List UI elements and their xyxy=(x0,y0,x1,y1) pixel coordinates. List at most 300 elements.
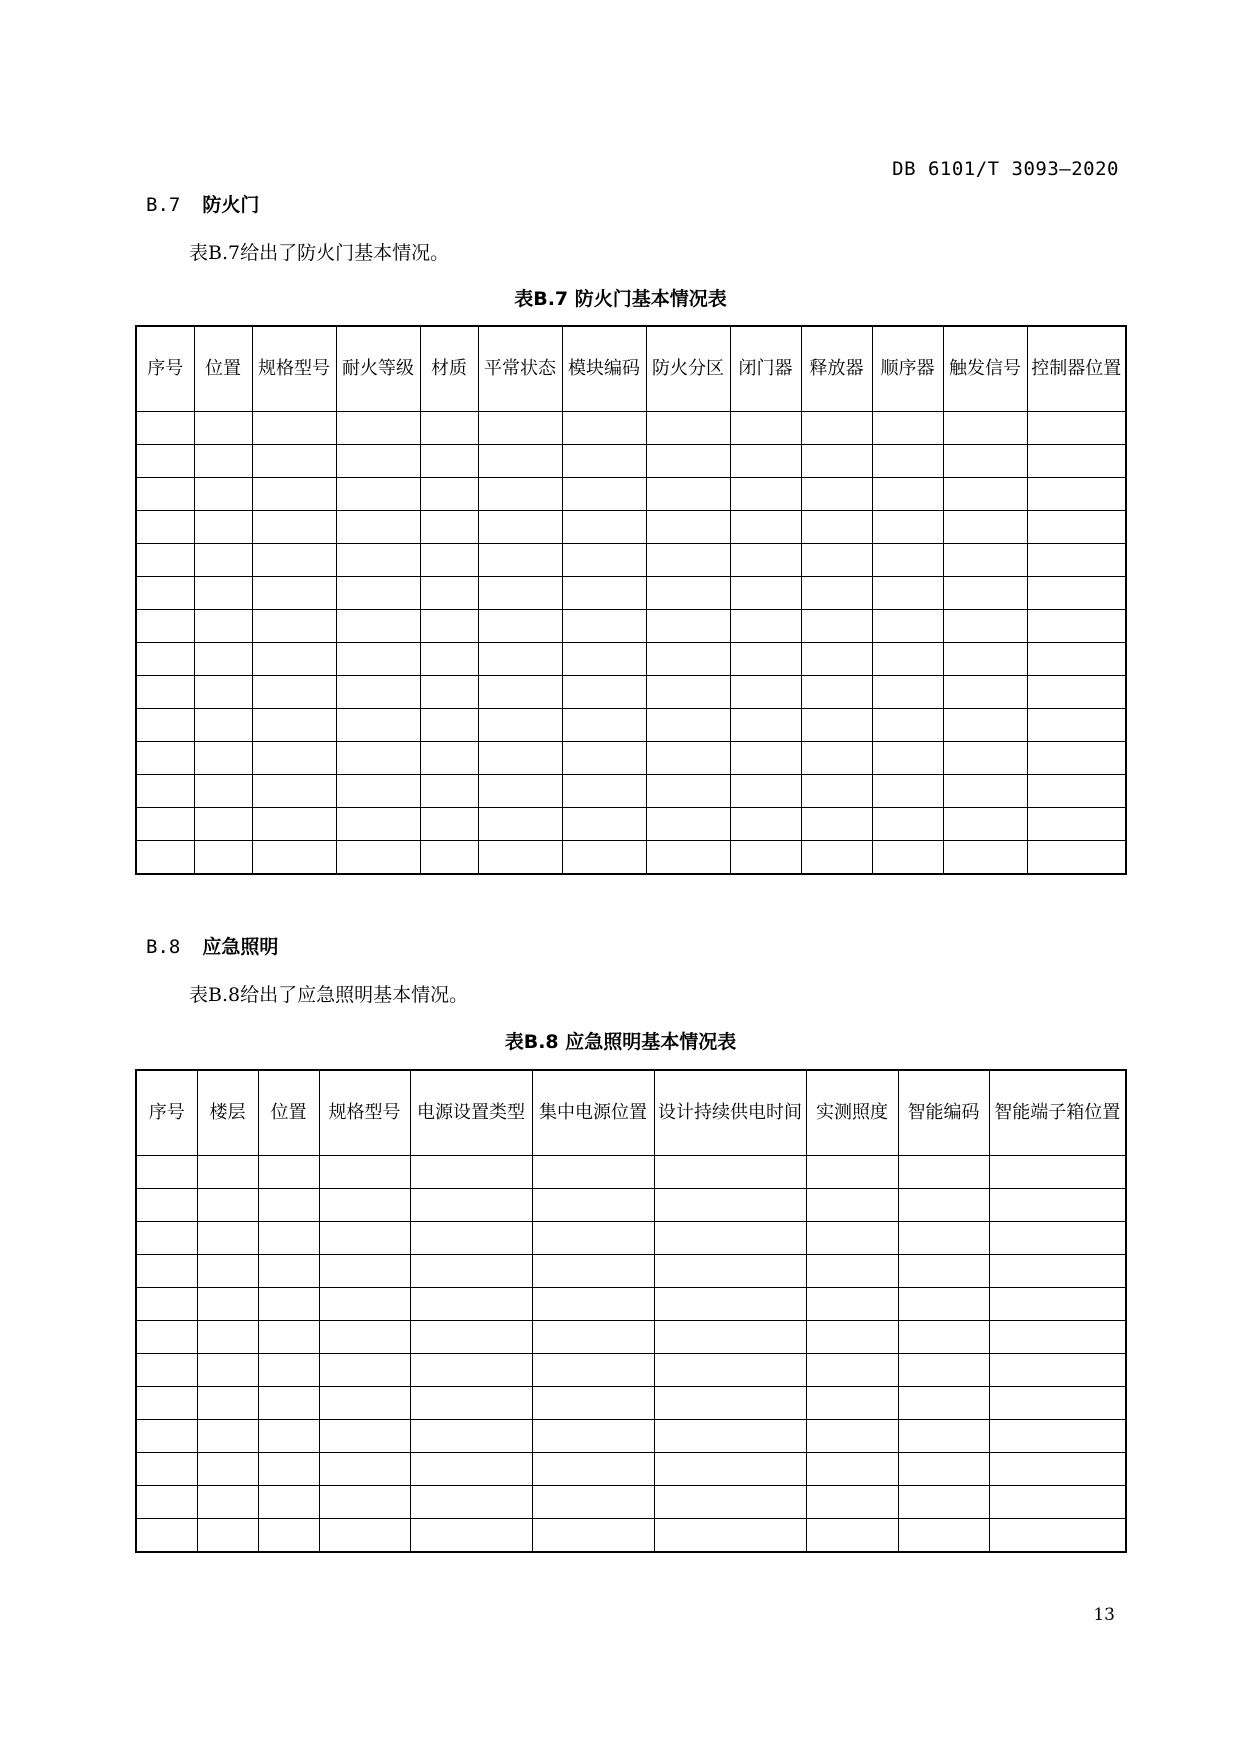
table-cell xyxy=(989,1486,1126,1519)
table-cell xyxy=(336,511,420,544)
table-cell xyxy=(336,742,420,775)
table-cell xyxy=(136,1222,197,1255)
table-cell xyxy=(258,1189,319,1222)
table-row xyxy=(136,1222,1126,1255)
table-cell xyxy=(420,808,478,841)
table-cell xyxy=(943,478,1027,511)
table-cell xyxy=(562,478,646,511)
table-row xyxy=(136,445,1126,478)
table-cell xyxy=(898,1288,989,1321)
table-cell xyxy=(258,1156,319,1189)
table-cell xyxy=(420,544,478,577)
table-cell xyxy=(989,1288,1126,1321)
table-cell xyxy=(319,1387,410,1420)
table-cell xyxy=(562,445,646,478)
table-cell xyxy=(478,742,562,775)
column-header: 智能端子箱位置 xyxy=(989,1070,1126,1156)
table-cell xyxy=(872,412,943,445)
table-cell xyxy=(136,643,194,676)
table-cell xyxy=(258,1354,319,1387)
table-cell xyxy=(801,445,872,478)
table-cell xyxy=(562,511,646,544)
table-cell xyxy=(194,841,252,875)
table-cell xyxy=(136,1189,197,1222)
table-cell xyxy=(801,775,872,808)
table-cell xyxy=(872,643,943,676)
table-row xyxy=(136,775,1126,808)
table-cell xyxy=(1027,808,1126,841)
table-cell xyxy=(252,742,336,775)
column-header: 序号 xyxy=(136,1070,197,1156)
table-cell xyxy=(943,742,1027,775)
table-cell xyxy=(730,676,801,709)
column-header: 模块编码 xyxy=(562,326,646,412)
table-cell xyxy=(872,577,943,610)
table-cell xyxy=(136,709,194,742)
table-cell xyxy=(872,808,943,841)
section-intro-b7: 表B.7给出了防火门基本情况。 xyxy=(189,242,450,264)
table-cell xyxy=(532,1321,654,1354)
table-cell xyxy=(336,577,420,610)
table-cell xyxy=(252,808,336,841)
table-cell xyxy=(943,808,1027,841)
table-row xyxy=(136,742,1126,775)
table-cell xyxy=(194,709,252,742)
table-cell xyxy=(136,1354,197,1387)
table-cell xyxy=(319,1222,410,1255)
table-cell xyxy=(258,1222,319,1255)
table-cell xyxy=(898,1189,989,1222)
table-cell xyxy=(252,544,336,577)
table-cell xyxy=(801,841,872,875)
table-row xyxy=(136,676,1126,709)
table-cell xyxy=(872,478,943,511)
table-cell xyxy=(410,1288,532,1321)
table-cell xyxy=(136,1288,197,1321)
table-cell xyxy=(646,445,730,478)
table-cell xyxy=(801,643,872,676)
table-cell xyxy=(1027,709,1126,742)
table-cell xyxy=(136,775,194,808)
table-cell xyxy=(1027,775,1126,808)
table-cell xyxy=(410,1156,532,1189)
document-code: DB 6101/T 3093—2020 xyxy=(892,158,1119,180)
table-cell xyxy=(136,577,194,610)
table-cell xyxy=(1027,445,1126,478)
table-cell xyxy=(258,1288,319,1321)
table-cell xyxy=(872,445,943,478)
table-cell xyxy=(252,676,336,709)
table-cell xyxy=(410,1453,532,1486)
table-cell xyxy=(410,1255,532,1288)
table-cell xyxy=(562,643,646,676)
table-cell xyxy=(872,709,943,742)
table-cell xyxy=(898,1486,989,1519)
table-cell xyxy=(420,775,478,808)
table-cell xyxy=(646,577,730,610)
column-header: 规格型号 xyxy=(252,326,336,412)
table-cell xyxy=(730,841,801,875)
column-header: 电源设置类型 xyxy=(410,1070,532,1156)
section-number: B.8 xyxy=(146,936,181,958)
table-cell xyxy=(478,775,562,808)
column-header: 控制器位置 xyxy=(1027,326,1126,412)
fire-door-table xyxy=(135,325,1127,875)
column-header: 位置 xyxy=(258,1070,319,1156)
table-cell xyxy=(252,478,336,511)
table-cell xyxy=(801,610,872,643)
table-cell xyxy=(562,709,646,742)
table-cell xyxy=(801,709,872,742)
column-header: 防火分区 xyxy=(646,326,730,412)
column-header: 材质 xyxy=(420,326,478,412)
table-cell xyxy=(806,1354,898,1387)
table-row xyxy=(136,808,1126,841)
table-cell xyxy=(136,610,194,643)
table-cell xyxy=(532,1156,654,1189)
table-cell xyxy=(989,1255,1126,1288)
table-cell xyxy=(646,478,730,511)
table-cell xyxy=(319,1321,410,1354)
table-cell xyxy=(194,445,252,478)
table-cell xyxy=(478,709,562,742)
table-cell xyxy=(336,478,420,511)
column-header: 楼层 xyxy=(197,1070,258,1156)
table-cell xyxy=(562,610,646,643)
table-cell xyxy=(420,511,478,544)
table-cell xyxy=(532,1486,654,1519)
table-cell xyxy=(943,841,1027,875)
table-cell xyxy=(136,808,194,841)
table-cell xyxy=(872,742,943,775)
table-cell xyxy=(1027,577,1126,610)
table-cell xyxy=(252,445,336,478)
column-header: 释放器 xyxy=(801,326,872,412)
table-cell xyxy=(478,808,562,841)
table-cell xyxy=(478,841,562,875)
table-cell xyxy=(562,544,646,577)
table-cell xyxy=(989,1156,1126,1189)
column-header: 设计持续供电时间 xyxy=(654,1070,806,1156)
table-cell xyxy=(806,1486,898,1519)
table-row xyxy=(136,511,1126,544)
table-cell xyxy=(1027,544,1126,577)
table-cell xyxy=(654,1420,806,1453)
table-cell xyxy=(420,643,478,676)
table-cell xyxy=(478,478,562,511)
table-cell xyxy=(730,412,801,445)
table-cell xyxy=(872,544,943,577)
table-cell xyxy=(806,1420,898,1453)
table-cell xyxy=(646,511,730,544)
table-cell xyxy=(197,1288,258,1321)
table-cell xyxy=(806,1222,898,1255)
table-cell xyxy=(136,841,194,875)
table-cell xyxy=(872,775,943,808)
table-cell xyxy=(646,808,730,841)
emergency-lighting-table xyxy=(135,1069,1127,1553)
table-cell xyxy=(336,544,420,577)
table-cell xyxy=(898,1519,989,1553)
table-cell xyxy=(420,445,478,478)
table-cell xyxy=(943,676,1027,709)
table-cell xyxy=(532,1420,654,1453)
table-cell xyxy=(562,412,646,445)
table-row xyxy=(136,1387,1126,1420)
column-header: 集中电源位置 xyxy=(532,1070,654,1156)
section-intro-b8: 表B.8给出了应急照明基本情况。 xyxy=(189,984,469,1006)
table-cell xyxy=(646,742,730,775)
table-cell xyxy=(898,1255,989,1288)
section-heading-b8 xyxy=(146,932,278,959)
table-cell xyxy=(943,775,1027,808)
table-cell xyxy=(410,1222,532,1255)
table-cell xyxy=(730,478,801,511)
table-cell xyxy=(801,676,872,709)
table-row xyxy=(136,577,1126,610)
table-cell xyxy=(258,1486,319,1519)
table-row xyxy=(136,412,1126,445)
table-cell xyxy=(730,610,801,643)
table-row xyxy=(136,1486,1126,1519)
table-cell xyxy=(801,478,872,511)
table-cell xyxy=(806,1387,898,1420)
table-cell xyxy=(136,445,194,478)
column-header: 闭门器 xyxy=(730,326,801,412)
table-cell xyxy=(646,412,730,445)
table-cell xyxy=(197,1420,258,1453)
table-row xyxy=(136,643,1126,676)
table-cell xyxy=(194,478,252,511)
table-cell xyxy=(197,1354,258,1387)
table-cell xyxy=(989,1453,1126,1486)
table-cell xyxy=(1027,412,1126,445)
table-cell xyxy=(197,1519,258,1553)
table-cell xyxy=(532,1519,654,1553)
table-cell xyxy=(136,1486,197,1519)
table-cell xyxy=(420,478,478,511)
table-cell xyxy=(410,1321,532,1354)
table-cell xyxy=(532,1387,654,1420)
table-cell xyxy=(654,1255,806,1288)
table-cell xyxy=(654,1189,806,1222)
table-row xyxy=(136,1321,1126,1354)
table-row xyxy=(136,1189,1126,1222)
table-cell xyxy=(252,775,336,808)
table-cell xyxy=(319,1486,410,1519)
table-cell xyxy=(989,1519,1126,1553)
table-cell xyxy=(1027,676,1126,709)
table-row xyxy=(136,1288,1126,1321)
table-cell xyxy=(532,1288,654,1321)
table-cell xyxy=(654,1453,806,1486)
table-cell xyxy=(806,1453,898,1486)
table-cell xyxy=(989,1222,1126,1255)
table-cell xyxy=(194,643,252,676)
table-cell xyxy=(410,1519,532,1553)
table-cell xyxy=(194,742,252,775)
section-title: 应急照明 xyxy=(202,936,279,958)
table-cell xyxy=(336,709,420,742)
table-cell xyxy=(898,1321,989,1354)
table-cell xyxy=(532,1189,654,1222)
table-cell xyxy=(478,676,562,709)
table-cell xyxy=(319,1189,410,1222)
table-cell xyxy=(420,610,478,643)
table-cell xyxy=(258,1420,319,1453)
table-cell xyxy=(420,577,478,610)
table-caption-b7: 表B.7 防火门基本情况表 xyxy=(514,288,727,310)
table-row xyxy=(136,1255,1126,1288)
table-cell xyxy=(336,610,420,643)
table-cell xyxy=(258,1387,319,1420)
table-cell xyxy=(1027,610,1126,643)
table-cell xyxy=(989,1354,1126,1387)
table-cell xyxy=(420,841,478,875)
table-cell xyxy=(410,1387,532,1420)
column-header: 触发信号 xyxy=(943,326,1027,412)
table-cell xyxy=(136,1420,197,1453)
table-cell xyxy=(194,412,252,445)
table-cell xyxy=(478,643,562,676)
table-cell xyxy=(258,1255,319,1288)
table-cell xyxy=(989,1387,1126,1420)
table-cell xyxy=(898,1453,989,1486)
table-cell xyxy=(1027,511,1126,544)
section-number: B.7 xyxy=(146,194,181,216)
table-cell xyxy=(197,1222,258,1255)
table-row xyxy=(136,1354,1126,1387)
table-cell xyxy=(194,808,252,841)
table-cell xyxy=(872,841,943,875)
table-cell xyxy=(730,742,801,775)
table-cell xyxy=(410,1189,532,1222)
table-cell xyxy=(646,610,730,643)
table-cell xyxy=(943,709,1027,742)
table-cell xyxy=(532,1453,654,1486)
table-cell xyxy=(654,1354,806,1387)
section-heading-b7 xyxy=(146,190,259,217)
column-header: 顺序器 xyxy=(872,326,943,412)
table-cell xyxy=(194,676,252,709)
table-caption-b8: 表B.8 应急照明基本情况表 xyxy=(504,1031,737,1053)
table-cell xyxy=(197,1321,258,1354)
table-cell xyxy=(943,511,1027,544)
table-cell xyxy=(801,577,872,610)
table-cell xyxy=(319,1288,410,1321)
table-cell xyxy=(806,1156,898,1189)
table-cell xyxy=(654,1288,806,1321)
table-row xyxy=(136,1420,1126,1453)
table-cell xyxy=(258,1453,319,1486)
table-cell xyxy=(943,610,1027,643)
table-cell xyxy=(730,577,801,610)
table-cell xyxy=(136,1453,197,1486)
table-cell xyxy=(646,676,730,709)
table-row xyxy=(136,1519,1126,1553)
table-cell xyxy=(654,1519,806,1553)
table-cell xyxy=(943,412,1027,445)
table-cell xyxy=(252,511,336,544)
table-cell xyxy=(197,1453,258,1486)
table-row xyxy=(136,478,1126,511)
table-cell xyxy=(943,544,1027,577)
table-cell xyxy=(654,1387,806,1420)
table-cell xyxy=(806,1288,898,1321)
table-cell xyxy=(646,841,730,875)
table-cell xyxy=(872,511,943,544)
table-cell xyxy=(532,1255,654,1288)
table-cell xyxy=(478,445,562,478)
table-cell xyxy=(336,775,420,808)
table-cell xyxy=(1027,742,1126,775)
table-cell xyxy=(898,1387,989,1420)
table-cell xyxy=(801,742,872,775)
table-cell xyxy=(806,1519,898,1553)
table-row xyxy=(136,1453,1126,1486)
table-cell xyxy=(801,412,872,445)
table-cell xyxy=(646,643,730,676)
table-cell xyxy=(730,511,801,544)
table-cell xyxy=(478,610,562,643)
table-cell xyxy=(1027,841,1126,875)
column-header: 序号 xyxy=(136,326,194,412)
table-cell xyxy=(336,643,420,676)
table-cell xyxy=(194,610,252,643)
table-row xyxy=(136,544,1126,577)
table-cell xyxy=(654,1156,806,1189)
table-cell xyxy=(730,544,801,577)
page-number: 13 xyxy=(1093,1605,1115,1625)
table-cell xyxy=(478,544,562,577)
table-cell xyxy=(801,808,872,841)
table-cell xyxy=(654,1222,806,1255)
table-cell xyxy=(562,841,646,875)
table-cell xyxy=(420,742,478,775)
table-cell xyxy=(194,544,252,577)
table-cell xyxy=(806,1255,898,1288)
table-cell xyxy=(258,1519,319,1553)
table-cell xyxy=(136,1255,197,1288)
table-cell xyxy=(730,445,801,478)
table-header-row xyxy=(136,326,1126,412)
table-cell xyxy=(872,676,943,709)
table-row xyxy=(136,709,1126,742)
table-cell xyxy=(1027,478,1126,511)
table-cell xyxy=(336,412,420,445)
column-header: 耐火等级 xyxy=(336,326,420,412)
table-cell xyxy=(646,709,730,742)
column-header: 实测照度 xyxy=(806,1070,898,1156)
table-cell xyxy=(336,808,420,841)
section-title: 防火门 xyxy=(202,194,260,216)
table-cell xyxy=(136,1156,197,1189)
table-cell xyxy=(646,775,730,808)
table-cell xyxy=(136,544,194,577)
table-cell xyxy=(478,511,562,544)
table-cell xyxy=(336,841,420,875)
table-cell xyxy=(801,511,872,544)
table-cell xyxy=(197,1255,258,1288)
table-cell xyxy=(336,676,420,709)
table-cell xyxy=(258,1321,319,1354)
table-cell xyxy=(420,412,478,445)
table-cell xyxy=(252,412,336,445)
table-cell xyxy=(989,1321,1126,1354)
table-cell xyxy=(478,412,562,445)
table-cell xyxy=(319,1156,410,1189)
column-header: 位置 xyxy=(194,326,252,412)
